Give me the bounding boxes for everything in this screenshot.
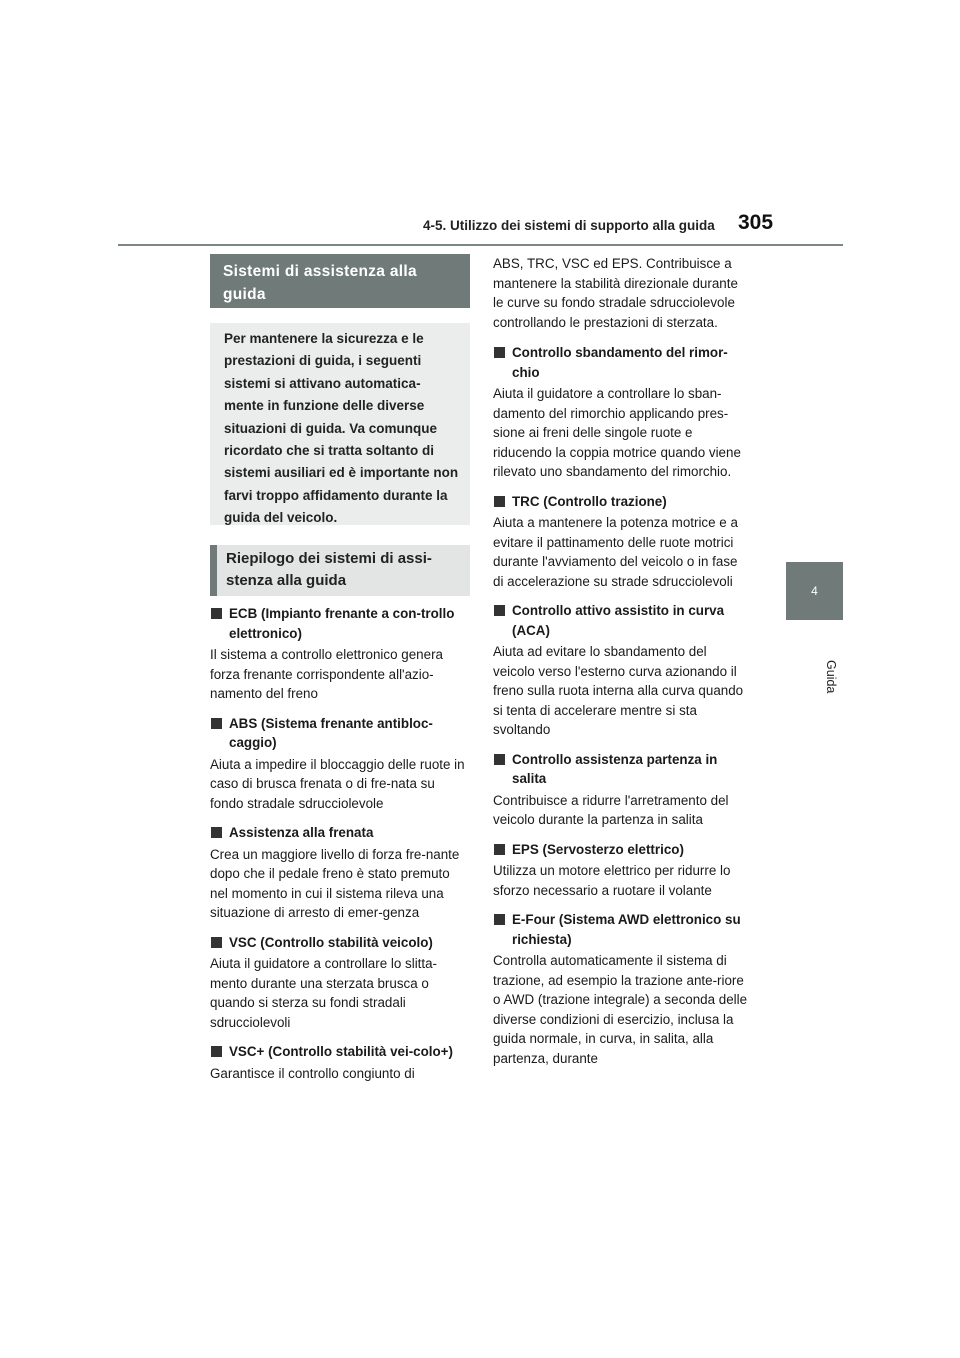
- system-title: Assistenza alla frenata: [210, 823, 466, 843]
- system-title: Controllo sbandamento del rimor-chio: [493, 343, 749, 382]
- continued-description: ABS, TRC, VSC ed EPS. Contribuisce a mantenere la stabilità direzionale durante le curve su fondo stradale sdrucciolevole controllando le prestazioni di sterzata.: [493, 256, 738, 330]
- square-bullet-icon: [211, 937, 222, 948]
- square-bullet-icon: [494, 914, 505, 925]
- system-entry: [493, 840, 749, 901]
- square-bullet-icon: [211, 608, 222, 619]
- square-bullet-icon: [494, 347, 505, 358]
- system-title: EPS (Servosterzo elettrico): [493, 840, 749, 860]
- system-entry: [493, 601, 749, 740]
- right-column: [493, 254, 749, 1078]
- system-description: Aiuta a impedire il bloccaggio delle ruote in caso di brusca frenata o di fre-nata su fondo stradale sdrucciolevole: [210, 756, 465, 811]
- system-entry: [493, 750, 749, 830]
- system-entry: [493, 343, 749, 482]
- chapter-label: Guida: [824, 660, 838, 694]
- intro-box: Per mantenere la sicurezza e le prestazioni di guida, i seguenti sistemi si attivano automatica-mente in funzione delle diverse situazioni di guida. Va comunque ricordato che si tratta soltanto di sistemi ausiliari ed è importante non farvi troppo affidamento durante la guida del veicolo.: [210, 323, 470, 525]
- system-entry: [210, 714, 466, 814]
- summary-heading: Riepilogo dei sistemi di assi-stenza alla guida: [210, 545, 470, 596]
- system-description: Aiuta il guidatore a controllare lo slitta-mento durante una sterzata brusca o quando si sterza su fondi stradali sdrucciolevoli: [210, 956, 438, 1030]
- system-description: Contribuisce a ridurre l'arretramento del veicolo durante la partenza in salita: [493, 792, 729, 827]
- system-description: Il sistema a controllo elettronico genera forza frenante corrispondente all'azio-namento del freno: [210, 647, 443, 701]
- header-title: 4-5. Utilizzo dei sistemi di supporto alla guida: [423, 218, 715, 233]
- system-entry: [210, 1042, 466, 1083]
- system-description: Utilizza un motore elettrico per ridurre lo sforzo necessario a ruotare il volante: [493, 863, 731, 898]
- system-title: VSC (Controllo stabilità veicolo): [210, 933, 466, 953]
- system-title: E-Four (Sistema AWD elettronico su richiesta): [493, 910, 749, 949]
- page-number: 305: [738, 211, 774, 234]
- system-title: Controllo assistenza partenza in salita: [493, 750, 749, 789]
- square-bullet-icon: [211, 718, 222, 729]
- section-heading: Sistemi di assistenza alla guida: [210, 254, 470, 308]
- system-description: Crea un maggiore livello di forza fre-nante dopo che il pedale freno è stato premuto nel momento in cui il sistema rileva una situazione di arresto di emer-genza: [210, 846, 460, 920]
- system-description: Garantisce il controllo congiunto di: [210, 1065, 415, 1081]
- system-entry: [210, 823, 466, 923]
- square-bullet-icon: [494, 605, 505, 616]
- chapter-tab: 4: [786, 562, 843, 620]
- system-title: VSC+ (Controllo stabilità vei-colo+): [210, 1042, 466, 1062]
- header-divider: [118, 244, 843, 246]
- system-description: Aiuta ad evitare lo sbandamento del veicolo verso l'esterno curva azionando il freno sulla ruota interna alla curva quando si tenta di accelerare mentre si sta svoltando: [493, 644, 744, 737]
- system-title: ABS (Sistema frenante antibloc-caggio): [210, 714, 466, 753]
- square-bullet-icon: [494, 754, 505, 765]
- system-title: Controllo attivo assistito in curva (ACA): [493, 601, 749, 640]
- system-description: Controlla automaticamente il sistema di trazione, ad esempio la trazione ante-riore o AWD (trazione integrale) a seconda delle diverse condizioni di esercizio, inclusa la guida normale, in curva, in salita, alla partenza, durante: [493, 953, 748, 1066]
- system-entry: [210, 933, 466, 1033]
- square-bullet-icon: [211, 1046, 222, 1057]
- system-title: TRC (Controllo trazione): [493, 492, 749, 512]
- system-description: Aiuta il guidatore a controllare lo sban-damento del rimorchio applicando pres-sione ai freni delle singole ruote e riducendo la coppia motrice quando viene rilevato uno sbandamento del rimorchio.: [493, 386, 741, 479]
- left-column: [210, 604, 466, 1093]
- system-entry: [493, 492, 749, 592]
- system-entry: [493, 910, 749, 1068]
- system-description: Aiuta a mantenere la potenza motrice e a evitare il pattinamento delle ruote motrici durante l'avviamento del veicolo o in fase di accelerazione su strade sdrucciolevoli: [493, 515, 738, 589]
- square-bullet-icon: [494, 844, 505, 855]
- system-entry: [210, 604, 466, 704]
- system-title: ECB (Impianto frenante a con-trollo elettronico): [210, 604, 466, 643]
- square-bullet-icon: [494, 496, 505, 507]
- square-bullet-icon: [211, 827, 222, 838]
